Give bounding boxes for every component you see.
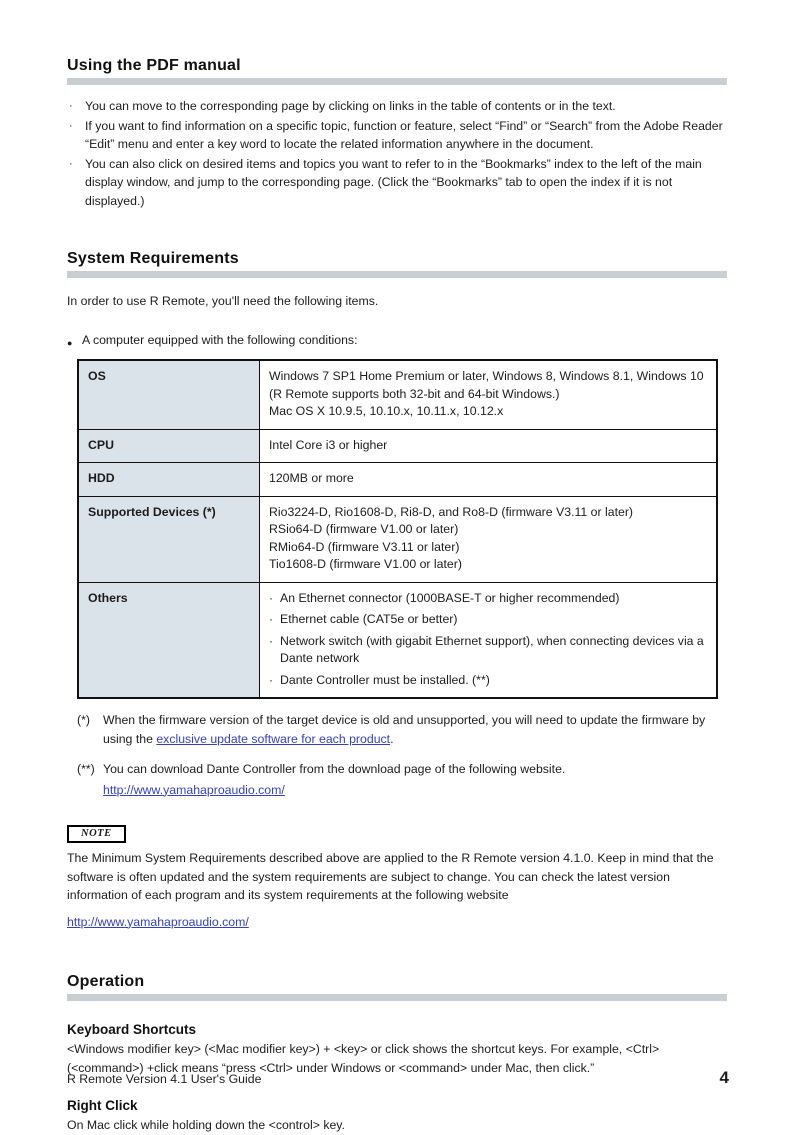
row-value-hdd [260,463,718,497]
section-system-requirements [67,250,727,931]
note-link-line [67,913,727,932]
note-block [67,823,727,931]
others-bullet [269,672,707,690]
heading-underline [67,994,727,1001]
footnote-text: You can download Dante Controller from the download page of the following website. [103,762,566,776]
bullet-dot-icon: · [269,633,274,648]
others-bullet-text: An Ethernet connector (1000BASE-T or higher recommended) [280,590,620,605]
bullet-dot-icon: · [69,157,73,170]
cell-line: Tio1608-D (firmware V1.00 or later) [269,557,462,571]
bullet-dot-icon: · [69,119,73,132]
table-row-others [78,582,717,698]
subheading-keyboard-shortcuts: Keyboard Shortcuts [67,1022,197,1037]
footnote-body [103,711,727,748]
table-row-os [78,360,717,429]
right-click-text: On Mac click while holding down the <control> key. [67,1118,345,1132]
footnote-text-after: . [390,731,394,746]
bullet-dot-icon: · [69,100,73,112]
heading-underline [67,78,727,85]
row-label-hdd: HDD [78,463,260,497]
cell-line: (R Remote supports both 32-bit and 64-bit Windows.) [269,386,560,401]
page-content [67,57,727,1135]
footnote-link-line [103,781,727,800]
row-value-supported-devices [260,496,718,582]
link-yamaha-website-download[interactable]: http://www.yamahaproaudio.com/ [103,782,285,797]
bullet-text: If you want to find information on a specific topic, function or feature, select “Find” or “Search” from the Adobe Reader “Edit” menu and enter a key word to locate the related information anywhere in the document. [85,118,723,151]
note-text: The Minimum System Requirements described above are applied to the R Remote version 4.1.0. Keep in mind that the software is often updated and the system requirements are subject to change. You can check the latest version information of each program and its system requirements at the following website [67,851,714,902]
cell-line: Rio3224-D, Rio1608-D, Ri8-D, and Ro8-D (firmware V3.11 or later) [269,504,634,519]
row-value-others [260,582,718,698]
row-label-supported-devices: Supported Devices (*) [78,496,260,582]
bullet-item [67,117,727,154]
cell-line: 120MB or more [269,471,354,485]
bullet-text: You can also click on desired items and topics you want to refer to in the “Bookmarks” index to the left of the main display window, and jump to the corresponding page. (Click the “Bookmarks” tab to open the index if it is not displayed.) [85,156,702,208]
keyboard-shortcuts-text: <Windows modifier key> (<Mac modifier key>) + <key> or click shows the shortcut keys. For example, <Ctrl> (<command>) +click means “press <Ctrl> under Windows or <command> under Mac, then click.” [67,1042,660,1075]
footnote-marker: (*) [77,713,90,727]
link-update-software[interactable]: exclusive update software for each product [156,731,391,746]
table-row-cpu [78,429,717,463]
others-bullet-text: Network switch (with gigabit Ethernet support), when connecting devices via a Dante network [280,633,704,665]
row-value-os [260,360,718,429]
subheading-right-click: Right Click [67,1098,138,1113]
others-bullet [269,611,707,629]
sysreq-intro: In order to use R Remote, you'll need the following items. [67,294,379,308]
table-row-supported-devices [78,496,717,582]
footnote-marker: (**) [77,762,95,776]
link-yamaha-website-note[interactable]: http://www.yamahaproaudio.com/ [67,914,249,929]
table-row-hdd [78,463,717,497]
footnote-text: When the firmware version of the target device is old and unsupported, you will need to update the firmware by using the [103,713,706,746]
cell-line: RMio64-D (firmware V3.11 or later) [269,539,460,554]
pdf-manual-bullet-list [67,97,727,210]
row-label-os: OS [78,360,260,429]
section-title-operation: Operation [67,973,145,990]
bullet-dot-icon: · [269,590,274,605]
others-bullet [269,590,707,608]
footnote-double-star [67,760,727,799]
cell-line: Windows 7 SP1 Home Premium or later, Windows 8, Windows 8.1, Windows 10 [269,369,704,383]
bullet-item [67,155,727,211]
section-title-system-requirements: System Requirements [67,250,239,267]
bullet-dot-icon: · [269,672,274,687]
row-value-cpu [260,429,718,463]
filled-bullet-icon: ● [67,337,73,348]
footer-page-number: 4 [719,1068,729,1087]
others-bullet [269,633,707,668]
footnote-body [103,760,727,799]
bullet-text: You can move to the corresponding page by clicking on links in the table of contents or in the text. [85,99,616,113]
cell-line: Intel Core i3 or higher [269,437,388,452]
section-operation [67,973,727,1135]
cell-line: Mac OS X 10.9.5, 10.10.x, 10.11.x, 10.12.x [269,404,504,418]
row-label-cpu: CPU [78,429,260,463]
page-footer [67,1068,729,1088]
row-label-others: Others [78,582,260,698]
requirements-table [77,359,718,699]
others-bullet-text: Ethernet cable (CAT5e or better) [280,612,458,626]
bullet-item [67,97,727,116]
cell-line: RSio64-D (firmware V1.00 or later) [269,522,459,536]
others-bullet-text: Dante Controller must be installed. (**) [280,672,490,687]
computer-conditions-line [67,331,727,353]
footer-document-title: R Remote Version 4.1 User's Guide [67,1072,262,1086]
computer-conditions-text: A computer equipped with the following conditions: [82,332,358,347]
heading-underline [67,271,727,278]
note-badge: NOTE [67,825,126,843]
footnote-star [67,711,727,748]
section-title-pdf-manual: Using the PDF manual [67,57,241,74]
bullet-dot-icon: · [269,612,274,626]
